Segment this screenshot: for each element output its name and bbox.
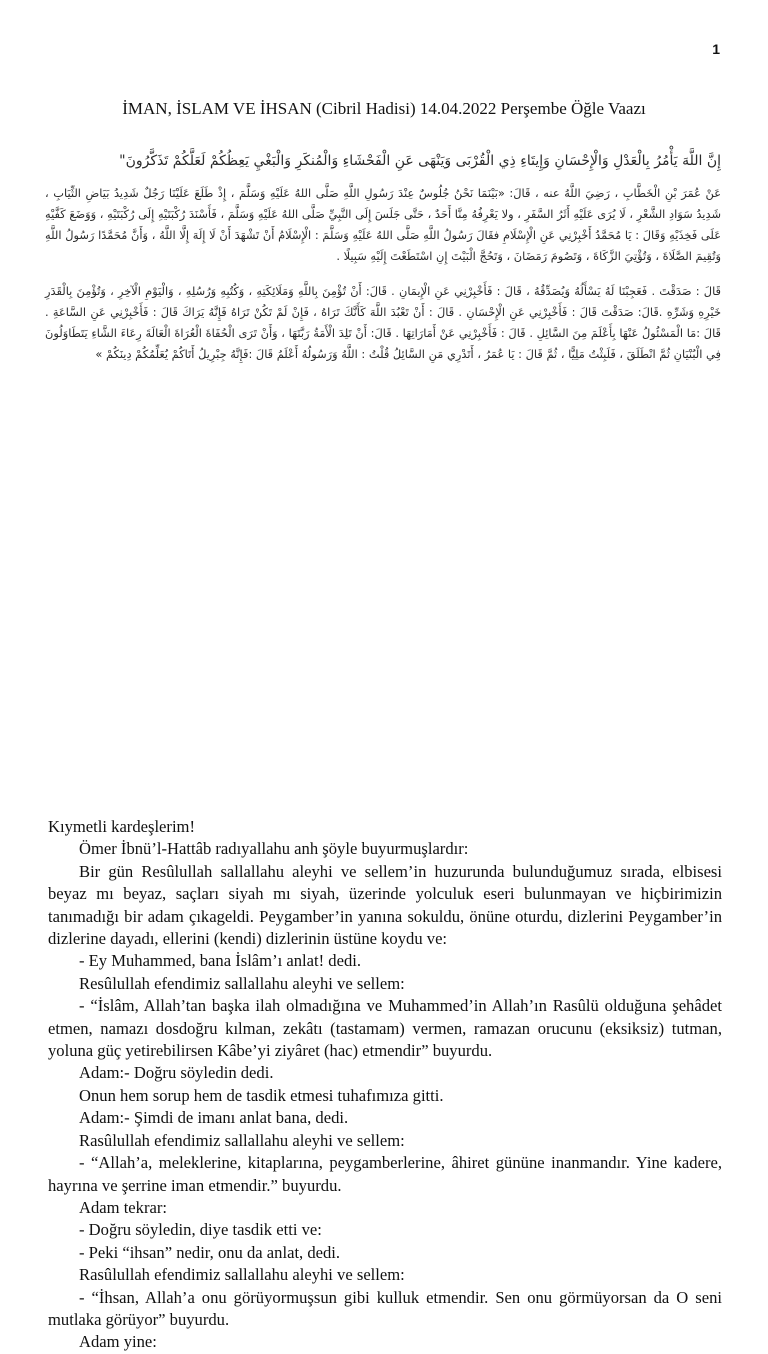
paragraph: Ömer İbnü’l-Hattâb radıyallahu anh şöyle buyurmuşlardır:	[79, 839, 469, 859]
document-title: İMAN, İSLAM VE İHSAN (Cibril Hadisi) 14.04.2022 Perşembe Öğle Vaazı	[122, 99, 646, 118]
paragraph: - “İslâm, Allah’tan başka ilah olmadığına ve Muhammed’in Allah’ın Rasûlü olduğuna şehâdet etmen, namazı dosdoğru kılman, zekâtı (tastamam) vermen, ramazan orucunu (eksiksiz) tutman, yoluna güç yetirebilirsen Kâbe’yi ziyâret (hac) etmendir” buyurdu.	[48, 996, 722, 1061]
paragraph: Rasûlullah efendimiz sallallahu aleyhi ve sellem:	[79, 1130, 405, 1150]
page-number: 1	[712, 41, 720, 57]
arabic-hadith-intro: عَنْ عُمَرَ بْنِ الْخَطَّابِ ، رَضِيَ اللَّهُ عنه ، قَالَ: «بَيْنَمَا نَحْنُ جُلُوسٌ عِنْدَ رَسُولِ اللَّهِ صَلَّى اللهُ عَلَيْهِ وَسَلَّمَ ، إِذْ طَلَعَ عَلَيْنَا رَجُلٌ شَدِيدُ بَيَاضِ الثِّيَابِ ، شَدِيدُ سَوَادِ الشَّعْرِ ، لَا يُرَى عَلَيْهِ أَثَرُ السَّفَرِ ، ولا يَعْرِفُهُ مِنَّا أَحَدٌ ، حَتَّى جَلَسَ إِلَى النَّبِيِّ صَلَّى اللهُ عَلَيْهِ وَسَلَّمَ ، فَأَسْنَدَ رُكْبَتَيْهِ إِلَى رُكْبَتَيْهِ ، وَوَضَعَ كَفَّيْهِ عَلَى فَخِذَيْهِ وَقَالَ : يَا مُحَمَّدُ أَخْبِرْنِي عَنِ الْإِسْلَامِ فقَالَ رَسُولُ اللَّهِ صَلَّى اللهُ عَلَيْهِ وَسَلَّمَ : الْإِسْلَامُ أَنْ تَشْهَدَ أَنْ لَا إِلَهَ إِلَّا اللَّهُ ، وَأَنَّ مُحَمَّدًا رَسُولُ اللَّهِ وَتُقِيمَ الصَّلَاةَ ، وَتُؤْتِيَ الزَّكَاةَ ، وَتَصُومَ رَمَضَانَ ، وَتَحُجَّ الْبَيْتَ إِنِ اسْتَطَعْتَ إِلَيْهِ سَبِيلًا .	[45, 186, 721, 263]
paragraph: Adam:- Şimdi de imanı anlat bana, dedi.	[79, 1108, 349, 1128]
paragraph: Resûlullah efendimiz sallallahu aleyhi ve sellem:	[79, 973, 405, 993]
paragraph: Bir gün Resûlullah sallallahu aleyhi ve sellem’in huzurunda bulunduğumuz sırada, elbisesi beyaz mı beyaz, saçları siyah mı siyah, üzerinde yolculuk eseri bulunmayan ve hiçbirimizin tanımadığı bir adam çıkageldi. Peygamber’in yanına sokuldu, önüne oturdu, dizlerini Peygamber’in dizlerine dayadı, ellerini (kendi) dizlerinin üstüne koydu ve:	[48, 861, 722, 949]
arabic-verse: إِنَّ اللَّهَ يَأْمُرُ بِالْعَدْلِ وَالْإِحْسَانِ وَإِيتَاءِ ذِي الْقُرْبَى وَيَنْهَى عَنِ الْفَحْشَاءِ وَالْمُنكَرِ وَالْبَغْيِ يَعِظُكُمْ لَعَلَّكُمْ تَذَكَّرُونَ"	[119, 153, 721, 169]
paragraph: Rasûlullah efendimiz sallallahu aleyhi ve sellem:	[79, 1265, 405, 1285]
sermon-body	[48, 816, 722, 1354]
greeting: Kıymetli kardeşlerim!	[48, 817, 195, 836]
paragraph: - “İhsan, Allah’a onu görüyormuşsun gibi kulluk etmendir. Sen onu görmüyorsan da O seni mutlaka görüyor” buyurdu.	[48, 1287, 722, 1329]
paragraph: Adam yine:	[79, 1332, 157, 1352]
arabic-hadith-dialog: قَالَ : صَدَقْتَ . فَعَجِبْنَا لَهُ يَسْأَلُهُ وَيُصَدِّقُهُ ، قَالَ : فَأَخْبِرْنِي عَنِ الْإِيمَانِ . قَالَ: أَنْ تُؤْمِنَ بِاللَّهِ وَمَلَائِكَتِهِ ، وَكُتُبِهِ وَرُسُلِهِ ، وَالْيَوْمِ الْآخِرِ ، وَتُؤْمِنَ بِالْقَدَرِ خَيْرِهِ وَشَرِّهِ .قَالَ: صَدَقْتَ قَالَ : فَأَخْبِرْنِي عَنِ الْإِحْسَانِ . قَالَ : أَنْ تَعْبُدَ اللَّهَ كَأَنَّكَ تَرَاهُ ، فَإِنْ لَمْ تَكُنْ تَرَاهُ فَإِنَّهُ يَرَاكَ قَالَ : فَأَخْبِرْنِي عَنِ السَّاعَةِ . قَالَ :مَا الْمَسْئُولُ عَنْهَا بِأَعْلَمَ مِنَ السَّائِلِ . قَالَ : فَأَخْبِرْنِي عَنْ أَمَارَاتِهَا . قَالَ: أَنْ تَلِدَ الْأَمَةُ رَبَّتَهَا ، وَأَنْ تَرَى الْحُفَاةَ الْعُرَاةَ الْعَالَةَ رِعَاءَ الشَّاءِ يَتَطَاوَلُونَ فِي الْبُنْيَانِ ثُمَّ انْطَلَقَ ، فَلَبِثْتُ مَلِيًّا ، ثُمَّ قَالَ : يَا عُمَرُ ، أَتَدْرِي مَنِ السَّائِلُ قُلْتُ : اللَّهُ وَرَسُولُهُ أَعْلَمُ قَالَ :فَإِنَّهُ جِبْرِيلُ أَتَاكُمْ يُعَلِّمُكُمْ دِينَكُمْ »	[45, 284, 721, 361]
paragraph: Adam:- Doğru söyledin dedi.	[79, 1063, 274, 1083]
paragraph: - Ey Muhammed, bana İslâm’ı anlat! dedi.	[79, 951, 362, 971]
paragraph: - Doğru söyledin, diye tasdik etti ve:	[79, 1220, 322, 1240]
paragraph: - Peki “ihsan” nedir, onu da anlat, dedi.	[79, 1242, 341, 1262]
paragraph: - “Allah’a, meleklerine, kitaplarına, peygamberlerine, âhiret gününe inanmandır. Yine kadere, hayrına ve şerrine iman etmendir.” buyurdu.	[48, 1153, 722, 1195]
paragraph: Adam tekrar:	[79, 1197, 168, 1217]
paragraph: Onun hem sorup hem de tasdik etmesi tuhafımıza gitti.	[79, 1085, 444, 1105]
